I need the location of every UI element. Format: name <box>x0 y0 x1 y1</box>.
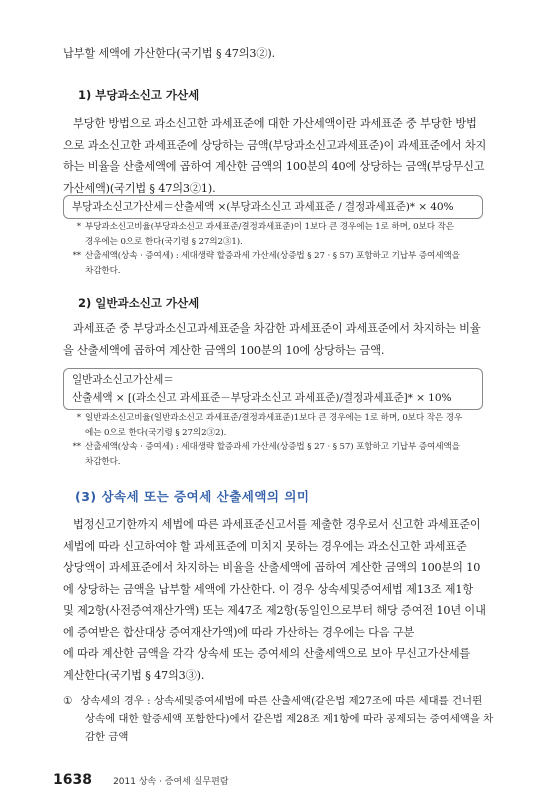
footnote: * 일반과소신고비율(일반과소신고 과세표준/결정과세표준)1보다 큰 경우에는 1로 하며, 0보다 작은 경우 <box>76 413 463 423</box>
section-heading-general-underreport: 2) 일반과소신고 가산세 <box>78 296 200 310</box>
page-number: 1638 <box>53 772 92 788</box>
intro-line: 납부할 세액에 가산한다(국기법 § 47의3②). <box>63 47 276 60</box>
section-body-calculated-tax: 법정신고기한까지 세법에 따른 과세표준신고서를 제출한 경우로서 신고한 과세표준이 세법에 따라 신고하여야 할 과세표준에 미치지 못하는 경우에는 과소신고한 과세표준 상당액이 과세표준에서 차지하는 비율을 산출세액에 곱하여 계산한 금액의 100분의 10 에 상당하는 금액을 납부할 세액에 가산한다. 이 경우 상속세및증여세법 제13조 제1항 및 제2항(사전증여재산가액) 또는 제47조 제2항(동일인으로부터 해당 증여전 10년 이내 에 증여받은 합산대상 증여재산가액)에 따라 가산하는 경우에는 다음 구분 에 따라 계산한 금액을 각각 상속세 또는 증여세의 산출세액으로 보아 무신고가산세를 계산한다(국기법 § 47의3③). <box>63 518 486 682</box>
item-marker: ① <box>63 695 73 707</box>
section-body-unfair-underreport: 부당한 방법으로 과소신고한 과세표준에 대한 가산세액이란 과세표준 중 부당한 방법 으로 과소신고한 과세표준에 상당하는 금액(부당과소신고과세표준)이 과세표준에서 차지 하는 비율을 산출세액에 곱하여 계산한 금액의 100분의 40에 상당하는 금액(부당무신고 가산세액)(국기법 § 47의3②1). <box>63 117 487 195</box>
footnote-continuation: 차감한다. <box>85 265 121 276</box>
footnote-continuation: 에는 0으로 한다(국기령 § 27의2③2). <box>85 427 227 438</box>
footnote: ** 산출세액(상속 · 증여세) : 세대생략 할증과세 가산세(상증법 § 27 · § 57) 포함하고 기납부 증여세액을 <box>72 251 460 261</box>
footnote-block-1 <box>63 220 488 278</box>
footnote-block-2 <box>63 411 488 469</box>
footnote: * 부당과소신고비율(부당과소신고 과세표준/결정과세표준)이 1보다 큰 경우에는 1로 하며, 0보다 작은 <box>76 222 454 232</box>
footnote-continuation: 차감한다. <box>85 456 121 467</box>
section-title-calculated-tax: (3) 상속세 또는 증여세 산출세액의 의미 <box>75 489 310 504</box>
footnote: ** 산출세액(상속 · 증여세) : 세대생략 할증과세 가산세(상증법 § 27 · § 57) 포함하고 기납부 증여세액을 <box>72 442 460 452</box>
formula-unfair-underreport: 부당과소신고가산세＝산출세액 ×(부당과소신고 과세표준 / 결정과세표준)* × 40% <box>63 195 483 219</box>
footnote-continuation: 경우에는 0으로 한다(국기령 § 27의2③1). <box>85 236 243 247</box>
section-heading-unfair-underreport: 1) 부당과소신고 가산세 <box>78 88 200 102</box>
section-body-general-underreport: 과세표준 중 부당과소신고과세표준을 차감한 과세표준이 과세표준에서 차지하는 비율 을 산출세액에 곱하여 계산한 금액의 100분의 10에 상당하는 금액. <box>63 322 481 357</box>
footer-book-title: 2011 상속 · 증여세 실무편람 <box>113 777 229 787</box>
list-item-inheritance-tax: ① 상속세의 경우 : 상속세및증여세법에 따른 산출세액(같은법 제27조에 따른 세대를 건너뛴 상속에 대한 할증세액 포함한다)에서 같은법 제28조 제1항에 따라 공제되는 증여세액을 차 감한 금액 <box>63 692 488 746</box>
formula-general-underreport: 일반과소신고가산세＝ 산출세액 × [(과소신고 과세표준－부당과소신고 과세표준)/결정과세표준]* × 10% <box>63 368 483 410</box>
page-footer <box>53 769 229 788</box>
